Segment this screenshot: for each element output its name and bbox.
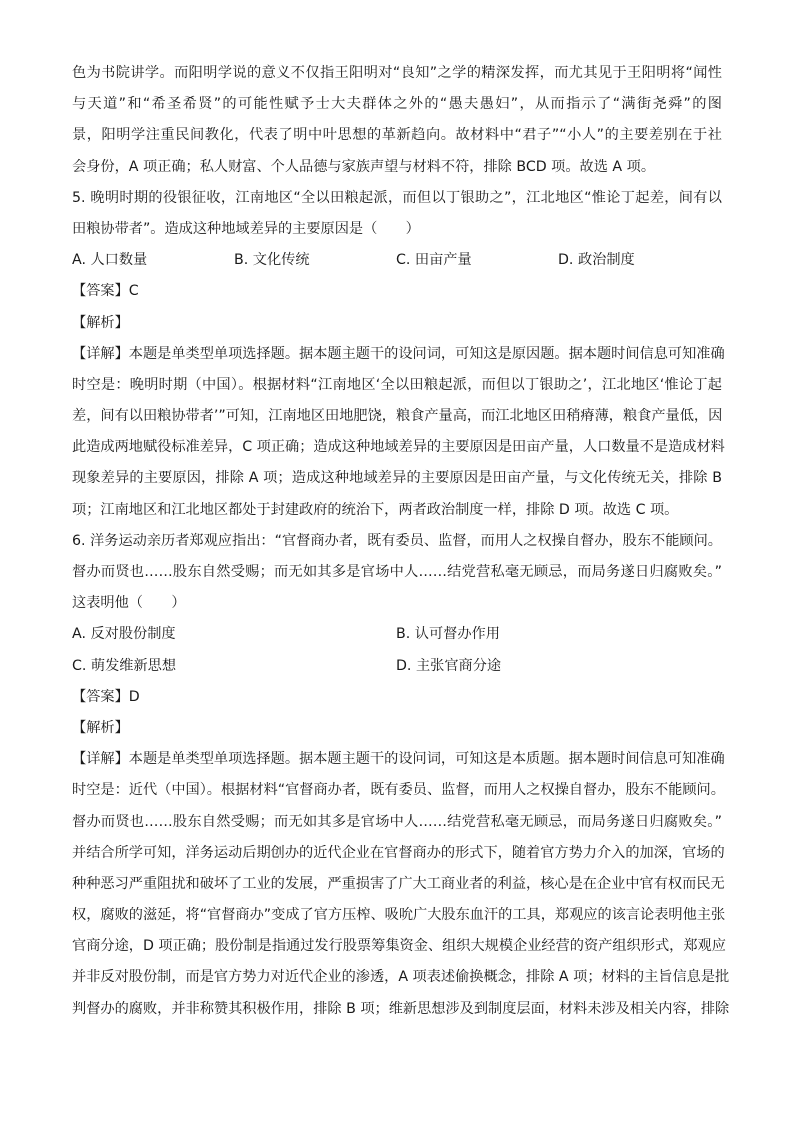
question-stem-line: 督办而贤也……股东自然受赐；而无如其多是官场中人……结党营私毫无顾忌，而局务遂日归腐败矣。” bbox=[72, 564, 722, 580]
question-stem-line: 5. 晚明时期的役银征收，江南地区“全以田粮起派，而但以丁银助之”，江北地区“惟论丁起差，间有以 bbox=[72, 189, 722, 206]
q4-explanation-tail bbox=[72, 58, 722, 183]
detail-line: 种种恶习严重阻扰和破坏了工业的发展，严重损害了广大工商业者的利益，核心是在企业中官有权而民无 bbox=[72, 875, 725, 892]
text-line: 会身份，A 项正确；私人财富、个人品德与家族声望与材料不符，排除 BCD 项。故选 A 项。 bbox=[72, 158, 656, 175]
question-stem-line: 田粮协带者”。造成这种地域差异的主要原因是（ ） bbox=[72, 220, 420, 237]
detail-line: 项；江南地区和江北地区都处于封建政府的统治下，两者政治制度一样，排除 D 项。故选 C 项。 bbox=[72, 501, 679, 518]
option-d: D. 政治制度 bbox=[558, 252, 635, 269]
detail-line: 差，间有以田粮协带者’”可知，江南地区田地肥饶，粮食产量高，而江北地区田稍瘠薄，粮食产量低，因 bbox=[72, 408, 723, 425]
detail-line: 判督办的腐败，并非称赞其积极作用，排除 B 项；维新思想涉及到制度层面，材料未涉及相关内容，排除 bbox=[72, 1000, 730, 1017]
detail-line: 时空是：晚明时期（中国）。根据材料“江南地区‘全以田粮起派，而但以丁银助之’，江北地区‘惟论丁起 bbox=[72, 376, 722, 393]
detail-line: 此造成两地赋役标准差异，C 项正确；造成这种地域差异的主要原因是田亩产量，人口数量不是造成材料 bbox=[72, 439, 725, 456]
question-6-options-row-2 bbox=[72, 651, 722, 682]
option-c: C. 萌发维新思想 bbox=[72, 657, 177, 674]
question-5-options bbox=[72, 245, 722, 276]
option-d: D. 主张官商分途 bbox=[396, 657, 502, 674]
option-a: A. 人口数量 bbox=[72, 252, 148, 269]
detail-line: 官商分途，D 项正确；股份制是指通过发行股票筹集资金、组织大规模企业经营的资产组织形式，郑观应 bbox=[72, 938, 726, 955]
document-page bbox=[72, 58, 730, 1025]
option-b: B. 认可督办作用 bbox=[396, 626, 500, 643]
analysis-label: 【解析】 bbox=[72, 719, 129, 736]
detail-line: 并非反对股份制，而是官方势力对近代企业的渗透，A 项表述偷换概念，排除 A 项；材料的主旨信息是批 bbox=[72, 969, 730, 986]
question-stem-line: 6. 洋务运动亲历者郑观应指出：“官督商办者，既有委员、监督，而用人之权操自督办，股东不能顾问。 bbox=[72, 532, 722, 549]
option-b: B. 文化传统 bbox=[234, 252, 310, 269]
detail-line: 时空是：近代（中国）。根据材料“官督商办者，既有委员、监督，而用人之权操自督办，股东不能顾问。 bbox=[72, 782, 725, 799]
analysis-label: 【解析】 bbox=[72, 314, 129, 331]
option-a: A. 反对股份制度 bbox=[72, 626, 176, 643]
question-5 bbox=[72, 183, 725, 526]
detail-line: 权，腐败的滋延，将“官督商办”变成了官方压榨、吸吮广大股东血汗的工具，郑观应的该言论表明他主张 bbox=[72, 907, 726, 924]
detail-line: 【详解】本题是单类型单项选择题。据本题主题干的设问词，可知这是原因题。据本题时间信息可知准确 bbox=[72, 345, 725, 362]
detail-line: 【详解】本题是单类型单项选择题。据本题主题干的设问词，可知这是本质题。据本题时间信息可知准确 bbox=[72, 751, 725, 768]
question-stem-line: 这表明他（ ） bbox=[72, 595, 186, 612]
detail-line: 督办而贤也……股东自然受赐；而无如其多是官场中人……结党营私毫无顾忌，而局务遂日归腐败矣。” bbox=[72, 813, 722, 830]
question-6-options-row-1 bbox=[72, 619, 722, 650]
option-c: C. 田亩产量 bbox=[396, 252, 472, 269]
answer-label: 【答案】D bbox=[72, 688, 140, 705]
detail-line: 现象差异的主要原因，排除 A 项；造成这种地域差异的主要原因是田亩产量，与文化传统无关，排除 B bbox=[72, 470, 722, 487]
text-line: 色为书院讲学。而阳明学说的意义不仅指王阳明对“良知”之学的精深发挥，而尤其见于王阳明将“闻性 bbox=[72, 65, 722, 81]
text-line: 景，阳明学注重民间教化，代表了明中叶思想的革新趋向。故材料中“君子”“小人”的主要差别在于社 bbox=[72, 127, 722, 144]
text-line: 与天道”和“希圣希贤”的可能性赋予士大夫群体之外的“愚夫愚妇”，从而指示了“满街尧舜”的图 bbox=[72, 96, 722, 113]
answer-label: 【答案】C bbox=[72, 283, 139, 300]
question-6 bbox=[72, 526, 730, 1025]
detail-line: 并结合所学可知，洋务运动后期创办的近代企业在官督商办的形式下，随着官方势力介入的加深，官场的 bbox=[72, 844, 725, 861]
